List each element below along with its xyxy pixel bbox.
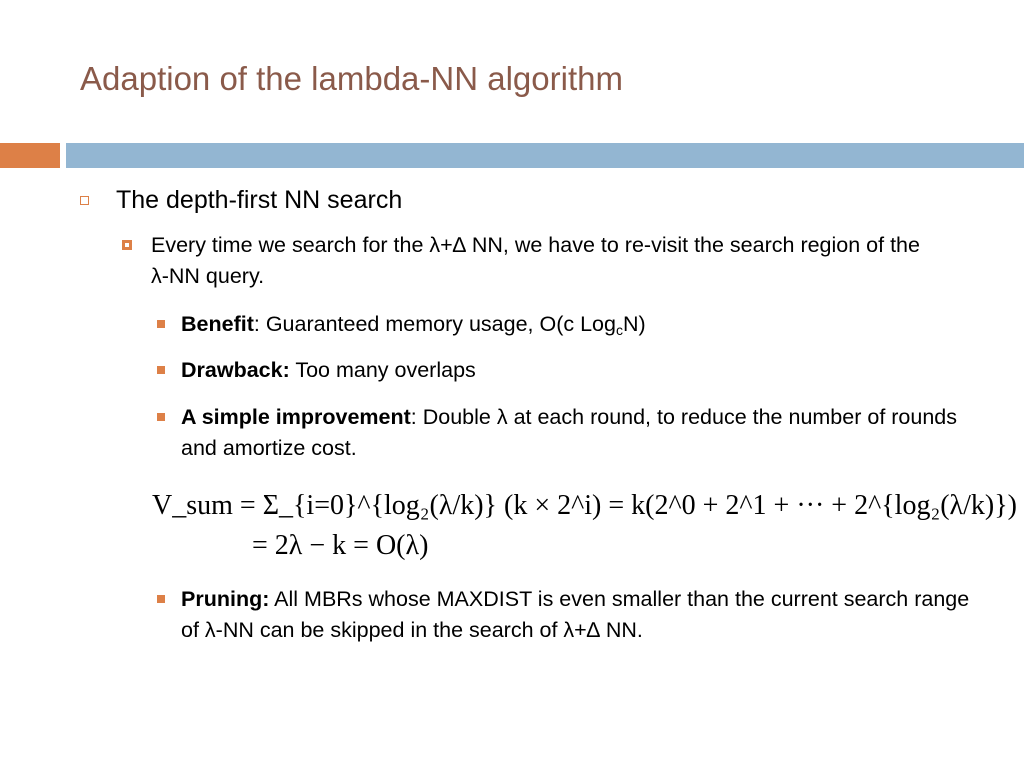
- benefit-label: Benefit: [181, 312, 254, 336]
- square-bullet-icon: [157, 595, 165, 603]
- benefit-text: [181, 309, 971, 346]
- formula-row2: = 2λ − k = O(λ): [252, 530, 429, 561]
- improvement-label: A simple improvement: [181, 405, 411, 429]
- pruning-text: [181, 584, 971, 646]
- square-bullet-icon: [157, 320, 165, 328]
- drawback-label: Drawback:: [181, 358, 290, 382]
- drawback-body: Too many overlaps: [289, 358, 476, 382]
- drawback-text: [181, 355, 971, 386]
- formula-block: [152, 480, 1017, 570]
- benefit-body: : Guaranteed memory usage, O(c Log: [253, 312, 616, 336]
- square-bullet-icon: [157, 413, 165, 421]
- framed-square-bullet-icon: [122, 240, 132, 250]
- improvement-body: : Double λ at each round, to reduce the number of rounds and amortize cost.: [181, 405, 957, 460]
- benefit-body-end: N): [622, 312, 646, 336]
- pruning-body: All MBRs whose MAXDIST is even smaller than the current search range of λ-NN can be skipped in the search of λ+∆ NN.: [181, 587, 970, 642]
- benefit-subscript: c: [615, 322, 623, 338]
- square-bullet-icon: [157, 366, 165, 374]
- slide-title: Adaption of the lambda-NN algorithm: [80, 60, 623, 97]
- pruning-label: Pruning:: [181, 587, 270, 611]
- header-band-orange: [0, 143, 60, 168]
- bullet-level2-text: Every time we search for the λ+∆ NN, we have to re-visit the search region of the λ-NN query.: [151, 233, 920, 288]
- bullet-level1-text: The depth-first NN search: [116, 186, 403, 214]
- improvement-text: [181, 402, 971, 464]
- header-band-blue: [66, 143, 1024, 168]
- hollow-square-bullet-icon: [80, 196, 89, 205]
- formula-row1: V_sum = Σ_{i=0}^{log₂(λ/k)} (k × 2^i) = k(2^0 + 2^1 + ··· + 2^{log₂(λ/k)}): [152, 490, 1017, 521]
